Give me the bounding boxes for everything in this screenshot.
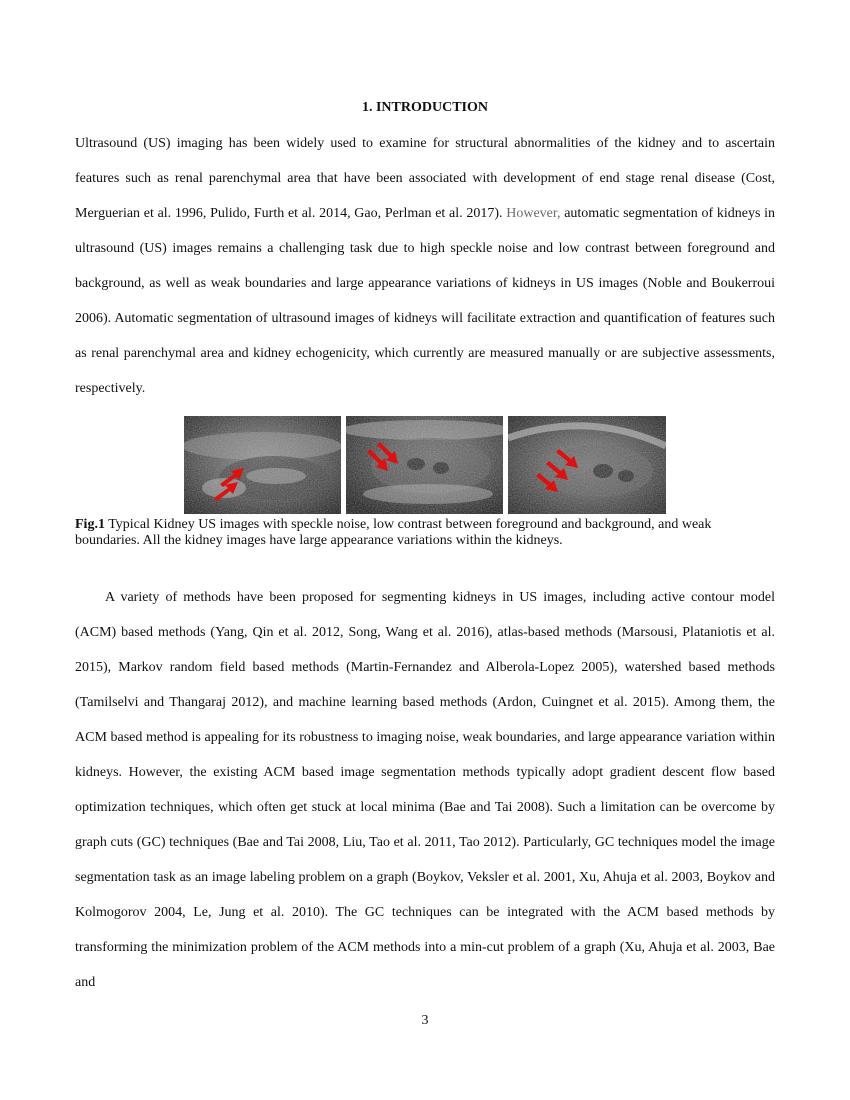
section-heading: 1. INTRODUCTION xyxy=(361,100,488,115)
paragraph-1-text-a: Ultrasound (US) imaging has been widely used to examine for structural abnormalities of the kidney and to ascertain features such as renal parenchymal area that have been associated with development of end stage renal disease (Cost, Merguerian et al. 1996, Pulido, Furth et al. 2014, Gao, Perlman et al. 2017). xyxy=(75,136,775,221)
kidney-ultrasound-image-3 xyxy=(508,416,666,514)
paragraph-1-highlight: However, xyxy=(506,206,561,221)
page-number: 3 xyxy=(421,1013,429,1028)
intro-paragraph-2: A variety of methods have been proposed for segmenting kidneys in US images, including active contour model (ACM) based methods (Yang, Qin et al. 2012, Song, Wang et al. 2016), atlas-based methods (Marsousi, Plataniotis et al. 2015), Markov random field based methods (Martin-Fernandez and Alberola-Lopez 2005), watershed based methods (Tamilselvi and Thangaraj 2012), and machine learning based methods (Ardon, Cuingnet et al. 2015). Among them, the ACM based method is appealing for its robustness to imaging noise, weak boundaries, and large appearance variation within kidneys. However, the existing ACM based image segmentation methods typically adopt gradient descent flow based optimization techniques, which often get stuck at local minima (Bae and Tai 2008). Such a limitation can be overcome by graph cuts (GC) techniques (Bae and Tai 2008, Liu, Tao et al. 2011, Tao 2012). Particularly, GC techniques model the image segmentation task as an image labeling problem on a graph (Boykov, Veksler et al. 2001, Xu, Ahuja et al. 2003, Boykov and Kolmogorov 2004, Le, Jung et al. 2010). The GC techniques can be integrated with the ACM based methods by transforming the minimization problem of the ACM methods into a min-cut problem of a graph (Xu, Ahuja et al. 2003, Bae and xyxy=(75,590,775,990)
figure-caption-text: Typical Kidney US images with speckle noise, low contrast between foreground and background, and weak boundaries. All the kidney images have large appearance variations within the kidneys. xyxy=(75,517,712,548)
paragraph-1-text-b: automatic segmentation of kidneys in ultrasound (US) images remains a challenging task due to high speckle noise and low contrast between foreground and background, as well as weak boundaries and large appearance variations of kidneys in US images (Noble and Boukerroui 2006). Automatic segmentation of ultrasound images of kidneys will facilitate extraction and quantification of features such as renal parenchymal area and kidney echogenicity, which currently are measured manually or are subjective assessments, respectively. xyxy=(75,206,776,396)
figure-1-caption xyxy=(75,517,775,549)
intro-paragraph-1 xyxy=(75,126,775,406)
kidney-ultrasound-image-1 xyxy=(184,416,341,514)
kidney-ultrasound-image-2 xyxy=(346,416,503,514)
figure-1-images xyxy=(184,416,666,514)
figure-caption-label: Fig.1 xyxy=(75,517,105,532)
